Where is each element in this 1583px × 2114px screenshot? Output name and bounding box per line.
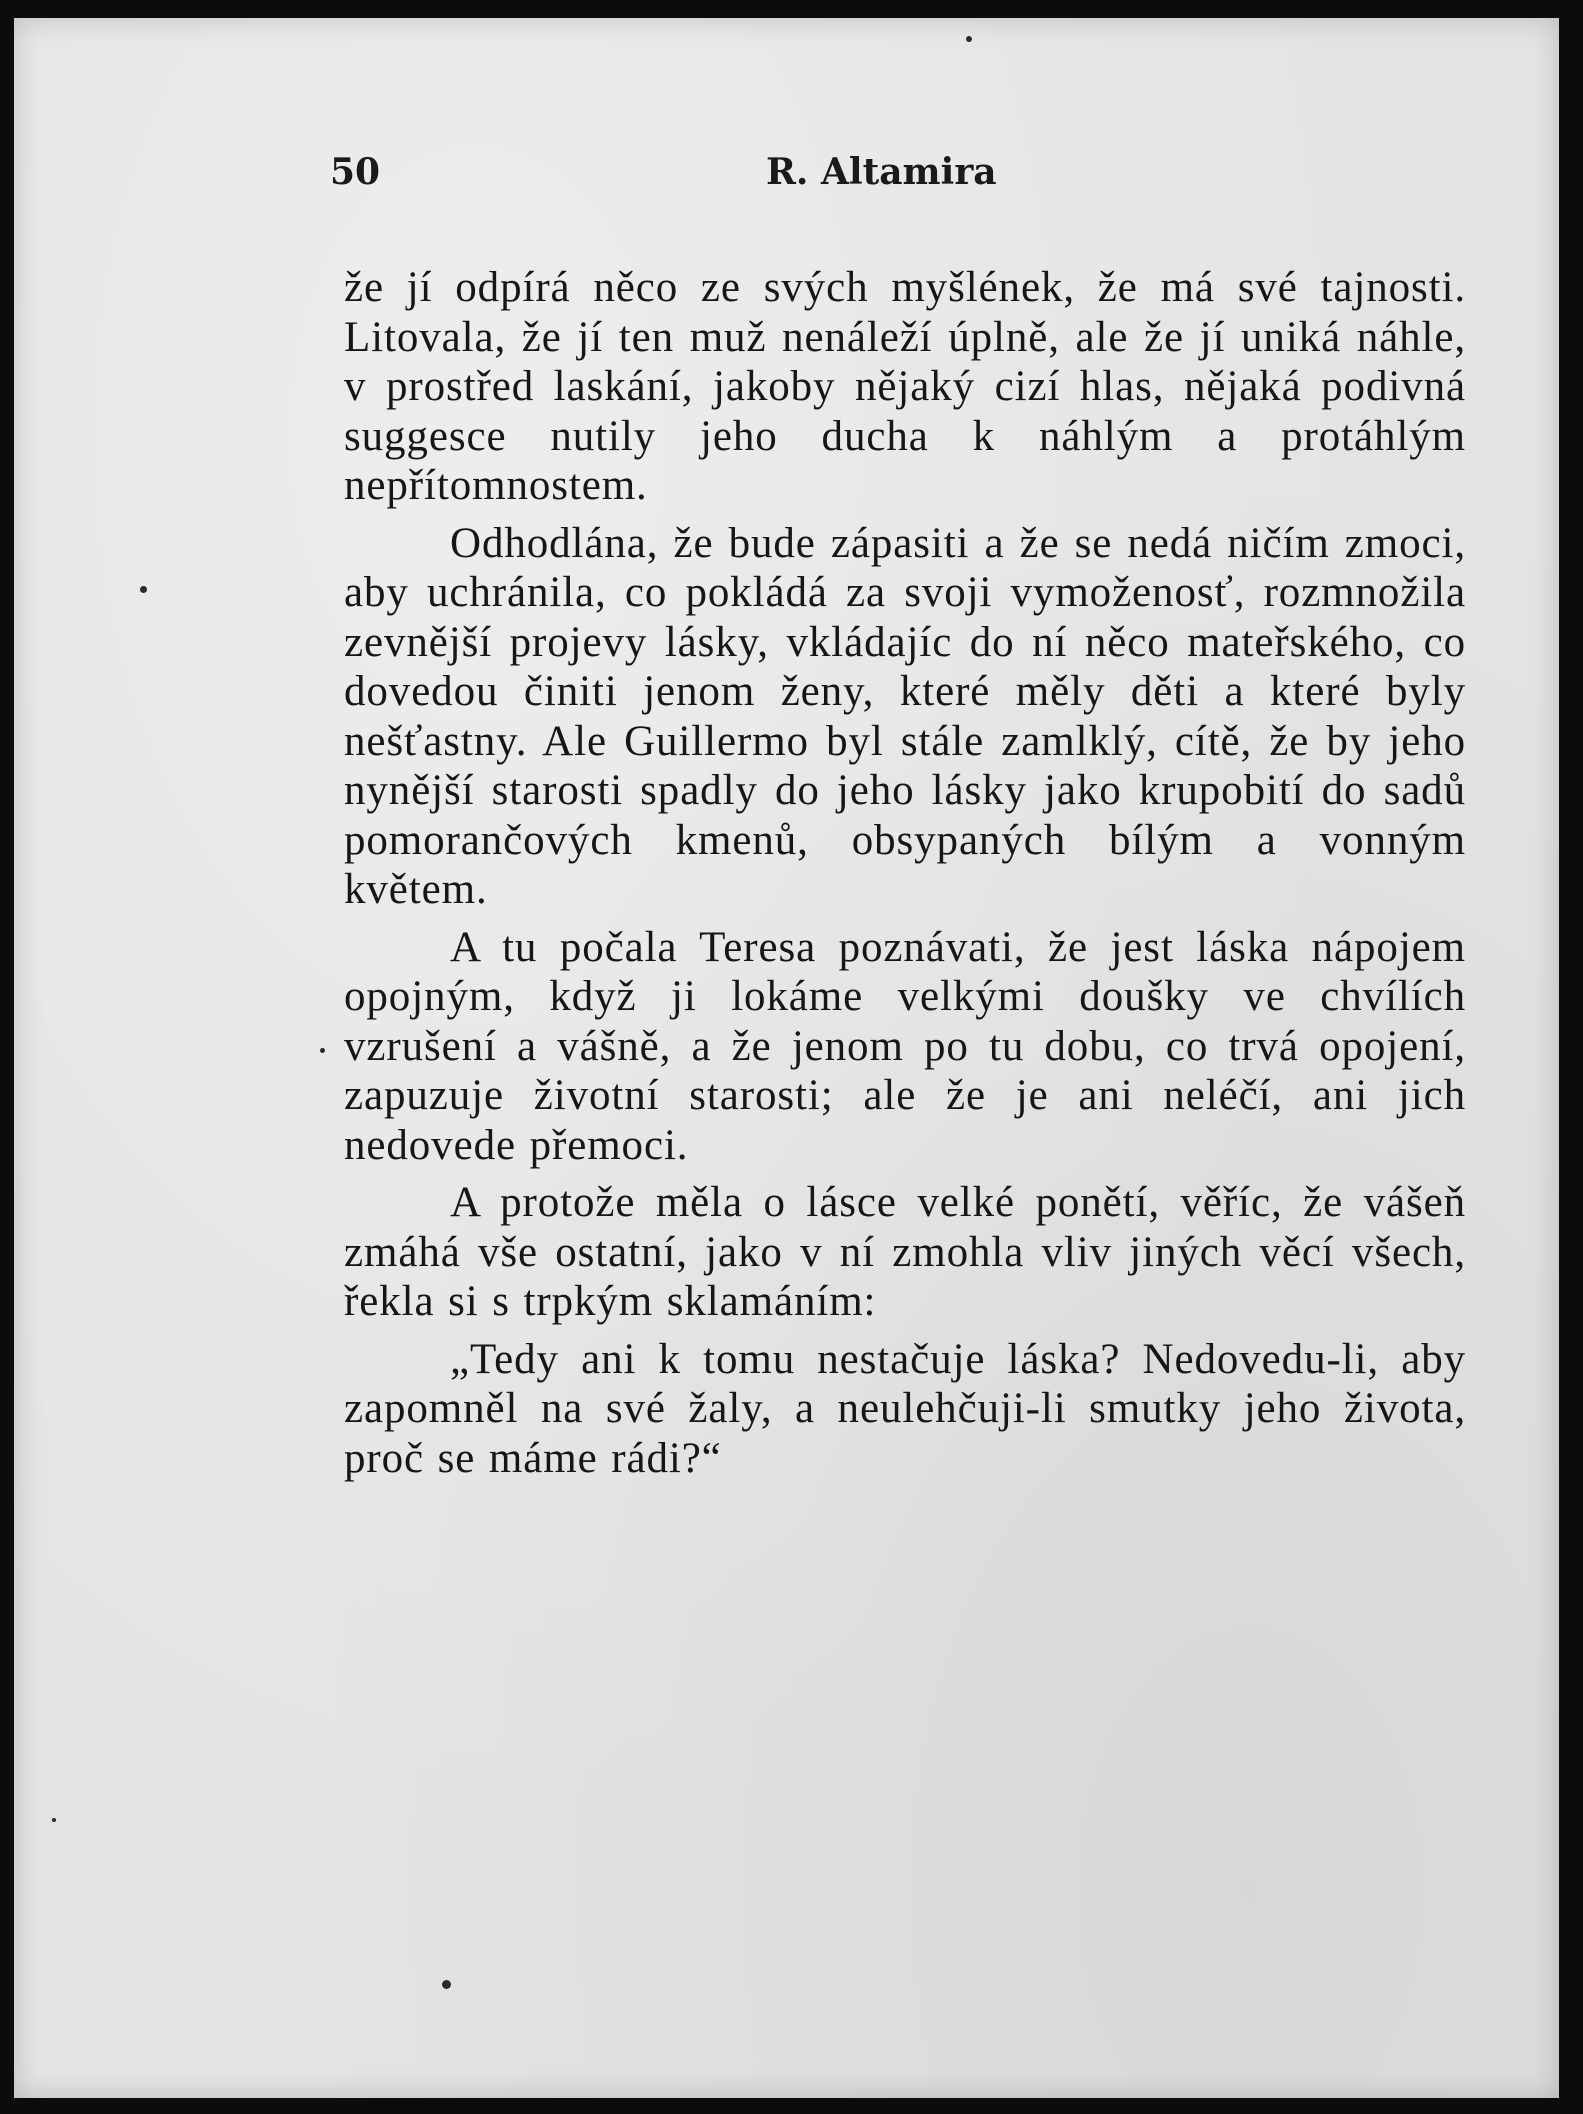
ink-speck: [966, 36, 972, 42]
ink-speck: [140, 586, 147, 593]
ink-speck: [320, 1048, 325, 1053]
book-page: [14, 18, 1559, 2098]
paragraph: A protože měla o lásce velké ponětí, věříc, že vášeň zmáhá vše ostatní, jako v ní zmohla vliv jiných věcí všech, řekla si s trpkým sklamáním:: [344, 1179, 1466, 1325]
running-head: R. Altamira: [766, 151, 997, 193]
ink-speck: [52, 1818, 56, 1822]
page-header: [330, 151, 1029, 211]
paragraph: „Tedy ani k tomu nestačuje láska? Nedovedu-li, aby zapomněl na své žaly, a neulehčuji-li smutky jeho života, proč se máme rádi?“: [344, 1335, 1466, 1482]
body-text: [344, 263, 1466, 1483]
paragraph: Odhodlána, že bude zápasiti a že se nedá ničím zmoci, aby uchránila, co pokládá za svoji vymoženosť, rozmnožila zevnější projevy lásky, vkládajíc do ní něco mateřského, co dovedou činiti jenom ženy, které měly děti a které byly nešťastny. Ale Guillermo byl stále zamlklý, cítě, že by jeho nynější starosti spadly do jeho lásky jako krupobití do sadů pomorančových kmenů, obsypaných bílým a vonným květem.: [344, 519, 1466, 913]
page-number: 50: [330, 151, 381, 193]
ink-speck: [442, 1980, 451, 1989]
paragraph: A tu počala Teresa poznávati, že jest láska nápojem opojným, když ji lokáme velkými doušky ve chvílích vzrušení a vášně, a že jenom po tu dobu, co trvá opojení, zapuzuje životní starosti; ale že je ani neléčí, ani jich nedovede přemoci.: [344, 923, 1466, 1169]
paragraph: že jí odpírá něco ze svých myšlének, že má své tajnosti. Litovala, že jí ten muž nenáleží úplně, ale že jí uniká náhle, v prostřed laskání, jakoby nějaký cizí hlas, nějaká podivná suggesce nutily jeho ducha k náhlým a protáhlým nepřítomnostem.: [344, 264, 1466, 509]
